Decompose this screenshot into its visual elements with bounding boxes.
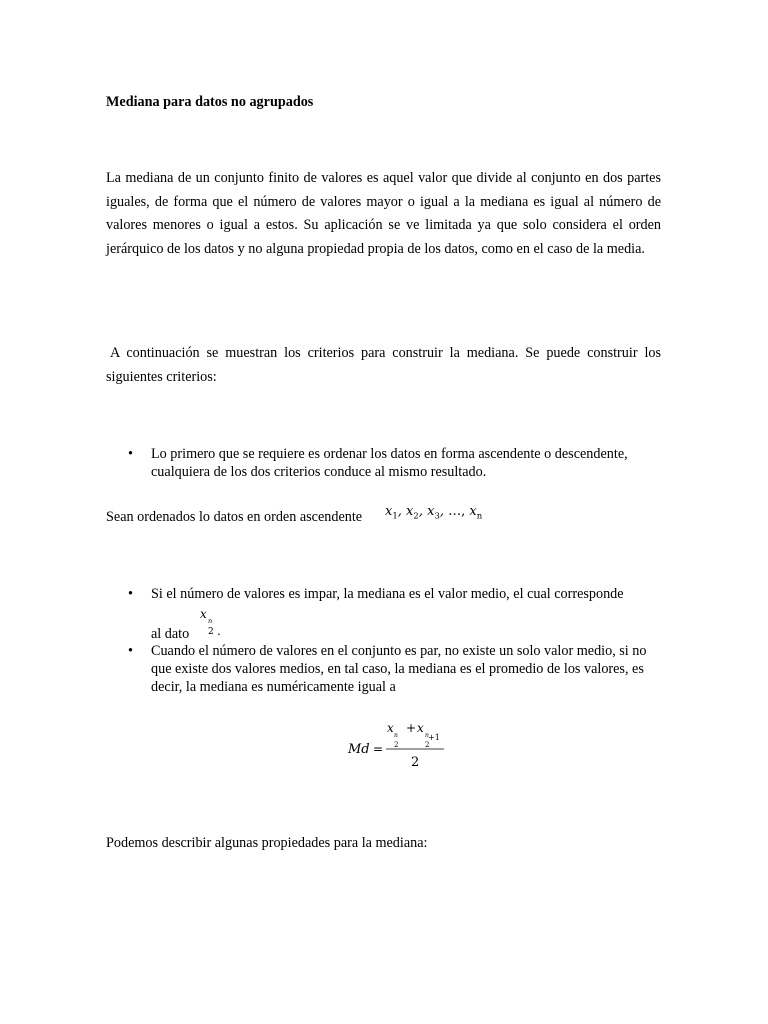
svg-text:Md: Md bbox=[348, 742, 370, 757]
svg-text:=: = bbox=[373, 742, 384, 756]
bullet-icon: • bbox=[128, 446, 133, 462]
closing-text: Podemos describir algunas propiedades para la mediana: bbox=[106, 835, 428, 851]
svg-text:x: x bbox=[200, 607, 207, 621]
document-title: Mediana para datos no agrupados bbox=[106, 94, 314, 110]
svg-text:2: 2 bbox=[411, 755, 420, 770]
svg-text:x: x bbox=[417, 721, 424, 735]
svg-text:x: x bbox=[387, 721, 394, 735]
svg-text:2: 2 bbox=[394, 741, 399, 749]
bullet-continuation: al dato bbox=[151, 626, 190, 642]
paragraph-definition: La mediana de un conjunto finito de valores es aquel valor que divide al conjunto en dos partes iguales, de forma que el número de valores mayor o igual a la mediana es igual al número de valores menores o igual a estos. Su aplicación se ve limitada ya que solo considera el orden jerárquico de los datos y no alguna propiedad propia de los datos, como en el caso de la media. bbox=[106, 170, 661, 257]
dato-symbol bbox=[196, 606, 226, 642]
svg-text:n: n bbox=[208, 617, 213, 625]
svg-text:n: n bbox=[425, 732, 429, 739]
svg-text:n: n bbox=[394, 732, 398, 739]
bullet-icon: • bbox=[128, 586, 133, 602]
bullet-text: Cuando el número de valores en el conjunto es par, no existe un solo valor medio, si no que existe dos valores medios, en tal caso, la mediana es el promedio de los valores, es decir, la mediana es numéricamente igual a bbox=[151, 643, 647, 695]
bullet-text: Lo primero que se requiere es ordenar los datos en forma ascendente o descendente, cualquiera de los dos criterios conduce al mismo resultado. bbox=[151, 446, 628, 480]
bullet-icon: • bbox=[128, 643, 133, 659]
svg-text:.: . bbox=[217, 624, 221, 638]
sequence-formula: $x_1$, $x_2$, $x_3$, …, $x_n$ bbox=[385, 504, 483, 522]
bullet-text: Si el número de valores es impar, la mediana es el valor medio, el cual corresponde bbox=[151, 586, 624, 602]
svg-text:+: + bbox=[406, 721, 417, 735]
svg-text:+1: +1 bbox=[428, 733, 440, 742]
ordered-data-text: Sean ordenados lo datos en orden ascendente bbox=[106, 509, 363, 525]
median-formula bbox=[344, 716, 454, 784]
svg-text:2: 2 bbox=[208, 627, 214, 637]
paragraph-criteria-intro: A continuación se muestran los criterios para construir la mediana. Se puede construir los siguientes criterios: bbox=[106, 345, 661, 385]
svg-text:2: 2 bbox=[425, 741, 430, 749]
